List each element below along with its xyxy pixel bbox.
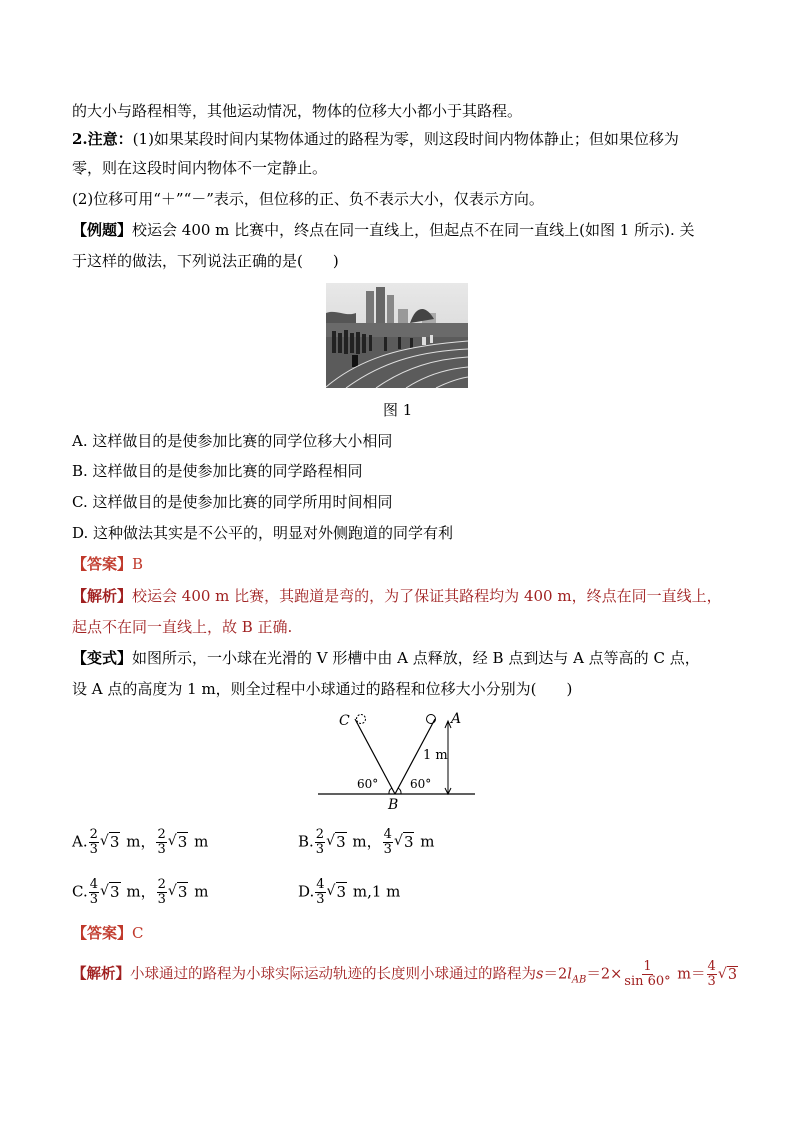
variant-q2: 设 A 点的高度为 1 m，则全过程中小球通过的路程和位移大小分别为( ) bbox=[72, 680, 573, 698]
sqrt bbox=[168, 882, 189, 902]
numerator: 2 bbox=[157, 877, 166, 892]
radicand: 3 bbox=[177, 882, 188, 901]
fraction bbox=[707, 960, 717, 989]
fraction bbox=[623, 960, 671, 989]
variant-q1: 如图所示，一小球在光滑的 V 形槽中由 A 点释放，经 B 点到达与 A 点等高的 C 点， bbox=[132, 649, 700, 667]
radicand: 3 bbox=[336, 882, 347, 901]
unit: m bbox=[194, 882, 209, 901]
example-analysis-text-1: 校运会 400 m 比赛，其跑道是弯的，为了保证其路程均为 400 m，终点在同一直线上， bbox=[132, 587, 722, 605]
fraction bbox=[157, 878, 167, 907]
fraction bbox=[383, 828, 393, 857]
sqrt bbox=[327, 882, 348, 902]
note-p1b: 零，则在这段时间内物体不一定静止。 bbox=[72, 159, 328, 177]
height-label: 1 m bbox=[423, 748, 448, 763]
variant-option-c bbox=[72, 878, 208, 907]
example-option-a: A. 这样做目的是使参加比赛的同学位移大小相同 bbox=[72, 432, 393, 450]
option-c-prefix: C. bbox=[72, 882, 88, 901]
sqrt bbox=[394, 832, 415, 852]
example-option-c: C. 这样做目的是使参加比赛的同学所用时间相同 bbox=[72, 493, 393, 511]
variant-analysis bbox=[72, 960, 739, 990]
example-option-b: B. 这样做目的是使参加比赛的同学路程相同 bbox=[72, 462, 363, 480]
numerator: 1 bbox=[643, 959, 652, 974]
variant-option-b bbox=[298, 828, 435, 857]
variant-analysis-text: 小球通过的路程为小球实际运动轨迹的长度则小球通过的路程为 bbox=[130, 966, 536, 983]
numerator: 2 bbox=[89, 827, 98, 842]
sqrt bbox=[100, 882, 121, 902]
separator: ， bbox=[140, 882, 156, 901]
numerator: 4 bbox=[707, 959, 716, 974]
denominator: 3 bbox=[383, 842, 392, 857]
radicand: 3 bbox=[110, 882, 120, 901]
example-answer-tag: 【答案】 bbox=[72, 555, 133, 573]
variant-answer-tag: 【答案】 bbox=[72, 924, 133, 942]
numerator: 4 bbox=[89, 877, 98, 892]
note-label: 2.注意： bbox=[72, 130, 133, 148]
sqrt bbox=[168, 832, 189, 852]
fraction bbox=[156, 828, 166, 857]
label-b: B bbox=[388, 797, 399, 813]
radicand: 3 bbox=[177, 832, 188, 851]
formula-l: l bbox=[567, 966, 572, 983]
radicand: 3 bbox=[109, 832, 120, 851]
label-a: A bbox=[451, 711, 462, 727]
denominator: sin 60° bbox=[624, 974, 671, 989]
unit: m bbox=[352, 832, 367, 851]
fraction bbox=[89, 828, 99, 857]
variant-option-d bbox=[298, 878, 400, 907]
variant-question-1 bbox=[72, 648, 700, 668]
numerator: 4 bbox=[316, 877, 325, 892]
numerator: 4 bbox=[383, 827, 392, 842]
formula-eq1: ＝2 bbox=[543, 966, 568, 983]
sqrt bbox=[100, 832, 121, 852]
option-a-prefix: A. bbox=[72, 832, 88, 851]
variant-answer-value: C bbox=[132, 924, 144, 942]
formula-eq2: ＝2× bbox=[586, 966, 623, 983]
separator: ， bbox=[366, 832, 382, 851]
denominator: 3 bbox=[316, 892, 325, 907]
denominator: 3 bbox=[157, 842, 166, 857]
variant-option-a bbox=[72, 828, 208, 857]
intro-text: 的大小与路程相等，其他运动情况，物体的位移大小都小于其路程。 bbox=[72, 102, 523, 120]
radicand: 3 bbox=[336, 832, 346, 851]
example-analysis-2: 起点不在同一直线上，故 B 正确. bbox=[72, 618, 293, 636]
fraction bbox=[315, 828, 325, 857]
option-d-prefix: D. bbox=[298, 882, 315, 901]
unit: m bbox=[194, 832, 209, 851]
example-answer bbox=[72, 554, 143, 574]
angle-right: 60° bbox=[410, 777, 432, 791]
fraction bbox=[89, 878, 99, 907]
example-option-d: D. 这种做法其实是不公平的，明显对外侧跑道的同学有利 bbox=[72, 524, 454, 542]
unit: m bbox=[126, 882, 141, 901]
sqrt bbox=[718, 965, 738, 985]
denominator: 3 bbox=[89, 842, 98, 857]
variant-tag: 【变式】 bbox=[72, 649, 133, 667]
fraction bbox=[315, 878, 325, 907]
example-analysis-tag: 【解析】 bbox=[72, 587, 133, 605]
example-tag: 【例题】 bbox=[72, 221, 133, 239]
example-q1: 校运会 400 m 比赛中，终点在同一直线上，但起点不在同一直线上(如图 1 所示). 关 bbox=[132, 221, 695, 239]
figure-caption: 图 1 bbox=[383, 401, 413, 419]
note-line-1 bbox=[72, 129, 679, 149]
example-analysis-1 bbox=[72, 586, 722, 606]
separator: ， bbox=[140, 832, 156, 851]
v-groove-diagram bbox=[315, 708, 480, 813]
radicand: 3 bbox=[727, 966, 738, 983]
angle-left: 60° bbox=[357, 777, 379, 791]
variant-analysis-tag: 【解析】 bbox=[72, 965, 130, 983]
denominator: 3 bbox=[157, 892, 166, 907]
variant-answer bbox=[72, 923, 144, 943]
example-q2: 于这样的做法，下列说法正确的是( ) bbox=[72, 252, 339, 270]
denominator: 3 bbox=[315, 842, 325, 857]
unit: m bbox=[420, 832, 435, 851]
option-d-tail: m,1 m bbox=[352, 882, 401, 901]
label-c: C bbox=[339, 713, 350, 729]
denominator: 3 bbox=[89, 892, 98, 907]
sqrt bbox=[326, 832, 347, 852]
formula-sub: AB bbox=[571, 974, 587, 986]
running-track-photo bbox=[326, 283, 468, 388]
option-b-prefix: B. bbox=[298, 832, 314, 851]
formula-s: s bbox=[536, 966, 544, 983]
example-answer-value: B bbox=[132, 555, 144, 573]
note-p2: (2)位移可用“＋”“－”表示，但位移的正、负不表示大小，仅表示方向。 bbox=[72, 190, 544, 208]
denominator: 3 bbox=[707, 974, 716, 989]
numerator: 2 bbox=[157, 827, 166, 842]
formula-unit: m＝ bbox=[672, 966, 706, 983]
radicand: 3 bbox=[403, 832, 414, 851]
unit: m bbox=[126, 832, 141, 851]
numerator: 2 bbox=[315, 827, 325, 842]
example-question-1 bbox=[72, 220, 695, 240]
note-p1a: (1)如果某段时间内某物体通过的路程为零，则这段时间内物体静止；但如果位移为 bbox=[132, 130, 679, 148]
